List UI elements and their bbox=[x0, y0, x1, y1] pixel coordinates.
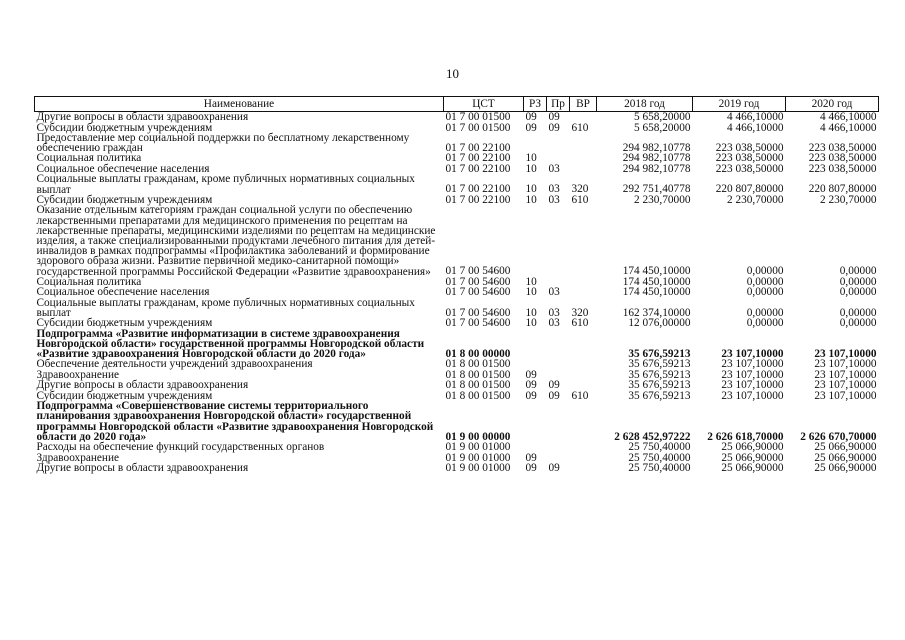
cell-pr: 03 bbox=[548, 193, 560, 206]
cell-vr: 610 bbox=[571, 389, 589, 402]
cell-vr: 320 bbox=[571, 183, 589, 196]
table-row bbox=[35, 442, 879, 453]
cell-2020: 223 038,50000 bbox=[808, 162, 877, 175]
cell-rz bbox=[524, 442, 547, 453]
cell-cst: 01 8 00 01500 bbox=[445, 358, 511, 371]
cell-2020: 4 466,10000 bbox=[820, 121, 877, 134]
cell-2018: 25 750,40000 bbox=[628, 451, 691, 464]
cell-vr bbox=[570, 112, 597, 123]
cell-name: Другие вопросы в области здравоохранения bbox=[36, 462, 249, 475]
cell-2019: 0,00000 bbox=[746, 317, 784, 330]
cell-rz: 10 bbox=[525, 193, 537, 206]
cell-pr bbox=[547, 442, 570, 453]
table-row bbox=[35, 401, 879, 442]
cell-2019: 0,00000 bbox=[746, 306, 784, 319]
cell-cst: 01 7 00 01500 bbox=[445, 121, 511, 134]
cell-rz: 10 bbox=[525, 306, 537, 319]
cell-2020: 23 107,10000 bbox=[814, 389, 877, 402]
budget-table bbox=[34, 96, 879, 474]
cell-rz: 09 bbox=[525, 451, 537, 464]
cell-2018: 25 750,40000 bbox=[628, 441, 691, 454]
page-number: 10 bbox=[446, 66, 459, 81]
cell-vr bbox=[570, 359, 597, 370]
cell-rz: 09 bbox=[525, 379, 537, 392]
cell-rz: 10 bbox=[525, 275, 537, 288]
cell-2018: 5 658,20000 bbox=[634, 111, 691, 123]
cell-vr bbox=[570, 277, 597, 288]
cell-2020: 4 466,10000 bbox=[820, 111, 877, 123]
cell-2019: 223 038,50000 bbox=[715, 152, 784, 165]
cell-rz: 10 bbox=[525, 183, 537, 196]
cell-2018: 35 676,59213 bbox=[628, 379, 691, 392]
cell-2018: 292 751,40778 bbox=[622, 183, 691, 196]
cell-2019: 2 230,70000 bbox=[727, 193, 784, 206]
cell-rz: 10 bbox=[525, 286, 537, 299]
cell-vr bbox=[570, 133, 597, 153]
cell-2018: 174 450,10000 bbox=[622, 286, 691, 299]
header-cst: ЦСТ bbox=[444, 97, 524, 112]
cell-2020: 25 066,90000 bbox=[814, 441, 877, 454]
cell-2018: 25 750,40000 bbox=[628, 462, 691, 475]
cell-2019: 23 107,10000 bbox=[721, 347, 784, 360]
table-row bbox=[35, 174, 879, 194]
cell-2019: 0,00000 bbox=[746, 275, 784, 288]
cell-cst: 01 7 00 22100 bbox=[445, 141, 511, 154]
cell-2018: 5 658,20000 bbox=[634, 121, 691, 134]
cell-cst: 01 7 00 54600 bbox=[445, 265, 511, 278]
cell-2020: 23 107,10000 bbox=[814, 368, 877, 381]
cell-2019: 25 066,90000 bbox=[721, 441, 784, 454]
cell-rz: 10 bbox=[525, 317, 537, 330]
cell-vr: 610 bbox=[571, 121, 589, 134]
cell-2020: 0,00000 bbox=[839, 317, 877, 330]
cell-cst: 01 7 00 54600 bbox=[445, 306, 511, 319]
cell-2019: 23 107,10000 bbox=[721, 358, 784, 371]
cell-2020: 2 230,70000 bbox=[820, 193, 877, 206]
cell-2019: 0,00000 bbox=[746, 265, 784, 278]
cell-name: Социальные выплаты гражданам, кроме публичных нормативных социальных выплат bbox=[36, 173, 415, 196]
cell-cst: 01 7 00 22100 bbox=[445, 193, 511, 206]
cell-vr bbox=[570, 153, 597, 164]
cell-vr: 320 bbox=[571, 306, 589, 319]
cell-2018: 35 676,59213 bbox=[628, 347, 691, 360]
cell-2020: 23 107,10000 bbox=[814, 347, 877, 360]
table-row bbox=[35, 463, 879, 474]
header-name: Наименование bbox=[35, 97, 444, 112]
cell-vr bbox=[570, 463, 597, 474]
cell-cst: 01 7 00 54600 bbox=[445, 286, 511, 299]
cell-2020: 0,00000 bbox=[839, 265, 877, 278]
cell-cst: 01 9 00 00000 bbox=[445, 430, 511, 443]
cell-rz: 09 bbox=[525, 462, 537, 475]
cell-cst: 01 7 00 54600 bbox=[445, 317, 511, 330]
cell-2018: 294 982,10778 bbox=[622, 141, 691, 154]
cell-pr bbox=[547, 359, 570, 370]
cell-2020: 25 066,90000 bbox=[814, 462, 877, 475]
cell-2018: 2 230,70000 bbox=[634, 193, 691, 206]
cell-cst: 01 8 00 01500 bbox=[445, 389, 511, 402]
cell-rz: 09 bbox=[525, 389, 537, 402]
cell-name: Субсидии бюджетным учреждениям bbox=[36, 121, 213, 134]
cell-cst: 01 9 00 01000 bbox=[445, 441, 511, 454]
cell-2018: 174 450,10000 bbox=[622, 275, 691, 288]
cell-name: Социальные выплаты гражданам, кроме публичных нормативных социальных выплат bbox=[36, 296, 415, 319]
cell-pr: 03 bbox=[548, 286, 560, 299]
cell-rz: 09 bbox=[525, 111, 537, 123]
cell-2019: 2 626 618,70000 bbox=[707, 430, 784, 443]
cell-cst: 01 9 00 01000 bbox=[445, 451, 511, 464]
cell-vr bbox=[570, 164, 597, 175]
cell-vr bbox=[570, 401, 597, 442]
cell-pr: 09 bbox=[548, 111, 560, 123]
cell-vr bbox=[570, 287, 597, 298]
cell-vr: 610 bbox=[571, 193, 589, 206]
cell-2020: 23 107,10000 bbox=[814, 379, 877, 392]
cell-2019: 23 107,10000 bbox=[721, 379, 784, 392]
header-row bbox=[35, 97, 879, 112]
cell-cst: 01 7 00 01500 bbox=[445, 111, 511, 123]
cell-name: Обеспечение деятельности учреждений здравоохранения bbox=[36, 358, 313, 371]
cell-2019: 23 107,10000 bbox=[721, 368, 784, 381]
table-row bbox=[35, 329, 879, 360]
cell-rz bbox=[524, 205, 547, 276]
cell-name: Социальное обеспечение населения bbox=[36, 286, 210, 299]
cell-cst: 01 7 00 54600 bbox=[445, 275, 511, 288]
cell-vr bbox=[570, 370, 597, 381]
cell-2019: 223 038,50000 bbox=[715, 162, 784, 175]
cell-2020: 223 038,50000 bbox=[808, 141, 877, 154]
cell-name: Оказание отдельным категориям граждан социальной услуги по обеспечению лекарственными препаратами для медицинского применения по рецептам на лекарственные препараты, медицинскими изделиями по рецептам на медицинские изделия, а также специализированными продуктами лечебного питания для детей-инвалидов в рамках подпрограммы «Профилактика заболеваний и формирование здорового образа жизни. Развитие первичной медико-санитарной помощи» государственной программы Российской Федерации «Развитие здравоохранения» bbox=[36, 204, 436, 278]
cell-name: Подпрограмма «Развитие информатизации в системе здравоохранения Новгородской области» государственной программы Новгородской области «Развитие здравоохранения Новгородской области до 2020 года» bbox=[36, 327, 425, 361]
cell-pr bbox=[547, 133, 570, 153]
cell-cst: 01 7 00 22100 bbox=[445, 183, 511, 196]
cell-name: Субсидии бюджетным учреждениям bbox=[36, 317, 213, 330]
cell-2020: 2 626 670,70000 bbox=[800, 430, 877, 443]
cell-rz: 10 bbox=[525, 152, 537, 165]
cell-rz bbox=[524, 133, 547, 153]
cell-2018: 35 676,59213 bbox=[628, 368, 691, 381]
header-2020: 2020 год bbox=[786, 97, 879, 112]
cell-2018: 162 374,10000 bbox=[622, 306, 691, 319]
cell-name: Другие вопросы в области здравоохранения bbox=[36, 379, 249, 392]
cell-pr: 03 bbox=[548, 317, 560, 330]
cell-2018: 12 076,00000 bbox=[628, 317, 691, 330]
table-row bbox=[35, 298, 879, 318]
cell-2019: 25 066,90000 bbox=[721, 462, 784, 475]
cell-rz bbox=[524, 329, 547, 360]
cell-2018: 174 450,10000 bbox=[622, 265, 691, 278]
header-2018: 2018 год bbox=[597, 97, 693, 112]
table-row bbox=[35, 133, 879, 153]
cell-2018: 2 628 452,97222 bbox=[614, 430, 691, 443]
cell-pr: 09 bbox=[548, 379, 560, 392]
cell-pr bbox=[547, 205, 570, 276]
cell-2020: 23 107,10000 bbox=[814, 358, 877, 371]
cell-2018: 35 676,59213 bbox=[628, 389, 691, 402]
cell-pr bbox=[547, 329, 570, 360]
cell-2019: 4 466,10000 bbox=[727, 111, 784, 123]
header-rz: РЗ bbox=[524, 97, 547, 112]
cell-2018: 294 982,10778 bbox=[622, 162, 691, 175]
table-row bbox=[35, 205, 879, 276]
cell-vr: 610 bbox=[571, 317, 589, 330]
cell-pr: 03 bbox=[548, 183, 560, 196]
cell-2019: 220 807,80000 bbox=[715, 183, 784, 196]
cell-2019: 23 107,10000 bbox=[721, 389, 784, 402]
cell-pr bbox=[547, 401, 570, 442]
cell-cst: 01 7 00 22100 bbox=[445, 162, 511, 175]
cell-2020: 220 807,80000 bbox=[808, 183, 877, 196]
cell-2019: 25 066,90000 bbox=[721, 451, 784, 464]
cell-rz: 09 bbox=[525, 121, 537, 134]
table-body bbox=[35, 112, 879, 474]
cell-pr: 09 bbox=[548, 121, 560, 134]
cell-2020: 0,00000 bbox=[839, 306, 877, 319]
cell-pr: 09 bbox=[548, 462, 560, 475]
cell-vr bbox=[570, 205, 597, 276]
cell-2019: 223 038,50000 bbox=[715, 141, 784, 154]
cell-2020: 0,00000 bbox=[839, 275, 877, 288]
cell-pr: 09 bbox=[548, 389, 560, 402]
header-2019: 2019 год bbox=[693, 97, 786, 112]
cell-cst: 01 8 00 00000 bbox=[445, 347, 511, 360]
cell-rz bbox=[524, 401, 547, 442]
cell-name: Расходы на обеспечение функций государственных органов bbox=[36, 441, 325, 454]
cell-cst: 01 8 00 01500 bbox=[445, 379, 511, 392]
cell-name: Здравоохранение bbox=[36, 451, 120, 464]
cell-rz: 09 bbox=[525, 368, 537, 381]
cell-2019: 4 466,10000 bbox=[727, 121, 784, 134]
cell-pr: 03 bbox=[548, 162, 560, 175]
cell-2018: 294 982,10778 bbox=[622, 152, 691, 165]
cell-name: Социальная политика bbox=[36, 152, 142, 165]
cell-vr bbox=[570, 442, 597, 453]
cell-name: Предоставление мер социальной поддержки по бесплатному лекарственному обеспечению граждан bbox=[36, 132, 410, 155]
cell-name: Социальная политика bbox=[36, 275, 142, 288]
cell-cst: 01 8 00 01500 bbox=[445, 368, 511, 381]
header-vr: ВР bbox=[570, 97, 597, 112]
cell-cst: 01 9 00 01000 bbox=[445, 462, 511, 475]
cell-2020: 223 038,50000 bbox=[808, 152, 877, 165]
cell-2020: 25 066,90000 bbox=[814, 451, 877, 464]
cell-name: Здравоохранение bbox=[36, 368, 120, 381]
cell-vr bbox=[570, 329, 597, 360]
cell-name: Другие вопросы в области здравоохранения bbox=[36, 111, 249, 123]
table-row bbox=[35, 112, 879, 123]
cell-name: Социальное обеспечение населения bbox=[36, 162, 210, 175]
header-pr: Пр bbox=[547, 97, 570, 112]
cell-vr bbox=[570, 453, 597, 464]
cell-2018: 35 676,59213 bbox=[628, 358, 691, 371]
cell-name: Субсидии бюджетным учреждениям bbox=[36, 193, 213, 206]
cell-rz: 10 bbox=[525, 162, 537, 175]
cell-2019: 0,00000 bbox=[746, 286, 784, 299]
cell-pr: 03 bbox=[548, 306, 560, 319]
cell-2020: 0,00000 bbox=[839, 286, 877, 299]
cell-cst: 01 7 00 22100 bbox=[445, 152, 511, 165]
cell-name: Субсидии бюджетным учреждениям bbox=[36, 389, 213, 402]
cell-name: Подпрограмма «Совершенствование системы территориального планирования здравоохранения Новгородской области» государственной программы Новгородской области «Развитие здравоохранения Новгородской области до 2020 года» bbox=[36, 400, 434, 443]
